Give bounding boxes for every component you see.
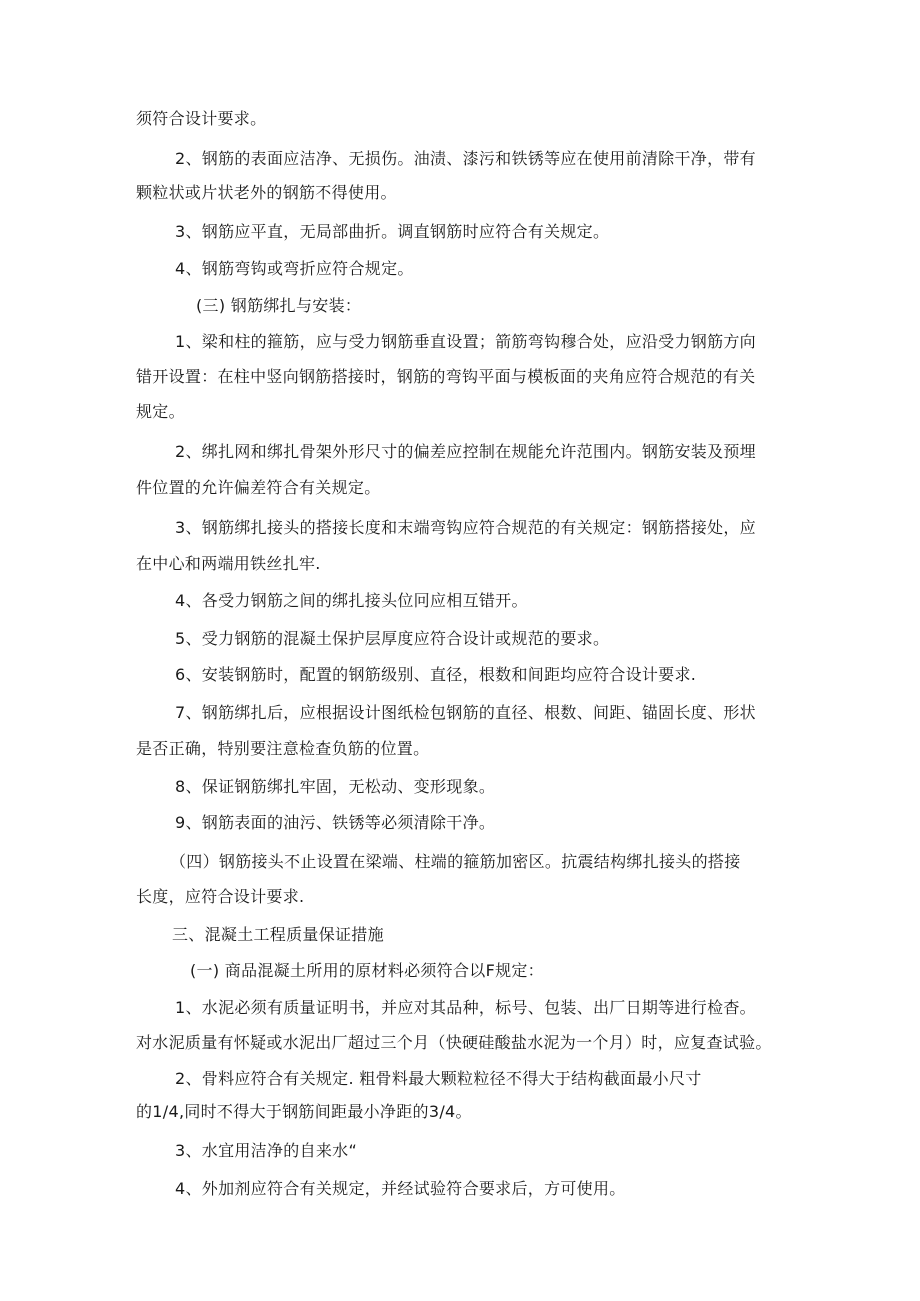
text-line: 4、各受力钢筋之间的绑扎接头位冋应相互错开。 xyxy=(175,591,528,610)
text-line: 的1/4,同时不得大于钢筋间距最小净距的3/4。 xyxy=(136,1102,472,1121)
text-line: （四）钢筋接头不止设置在梁端、柱端的箍筋加密区。抗震结构绑扎接头的搭接 xyxy=(170,852,741,871)
text-line: 7、钢筋绑扎后，应根据设计图纸检包钢筋的直径、根数、间距、锚固长度、形状 xyxy=(175,703,756,722)
text-line: 在中心和两端用铁丝扎牢. xyxy=(136,554,321,573)
text-line: 是否正确，特别要注意检查负筋的位置。 xyxy=(136,739,430,758)
text-line: 2、钢筋的表面应洁净、无损伤。油渍、漆污和铁锈等应在使用前清除干净，带有 xyxy=(175,149,756,168)
text-line: 2、骨料应符合有关规定. 粗骨料最大颗粒粒径不得大于结构截面最小尺寸 xyxy=(175,1069,702,1088)
text-line: 8、保证钢筋绑扎牢固，无松动、变形现象。 xyxy=(175,777,496,796)
text-line: 2、绑扎网和绑扎骨架外形尺寸的偏差应控制在规能允许范围内。钢筋安装及预埋 xyxy=(175,442,756,461)
text-line: 3、水宜用洁净的自来水“ xyxy=(175,1141,358,1160)
text-line: 件位置的允许偏差符合有关规定。 xyxy=(136,478,381,497)
text-line: 1、水泥必须有质量证明书，并应对其品种，标号、包装、出厂日期等进行检杳。 xyxy=(175,998,756,1017)
text-line: 3、钢筋应平直，无局部曲折。调直钢筋时应符合有关规定。 xyxy=(175,222,610,241)
section-heading: (三) 钢筋绑扎与安装： xyxy=(196,296,362,315)
text-line: 错开设置：在柱中竖向钢筋搭接时，钢筋的弯钩平面与模板面的夹角应符合规范的有关 xyxy=(136,367,756,386)
text-line: 3、钢筋绑扎接头的搭接长度和末端弯钩应符合规范的有关规定：钢筋搭接处，应 xyxy=(175,518,756,537)
section-heading: (一) 商品混凝土所用的原材料必须符合以F规定： xyxy=(190,961,544,980)
text-line: 长度，应符合设计要求. xyxy=(136,887,305,906)
text-line: 5、受力钢筋的混凝土保护层厚度应符合设计或规范的要求。 xyxy=(175,629,610,648)
text-line: 对水泥质量有怀疑或水泥出厂超过三个月（快硬硅酸盐水泥为一个月）时，应复查试验。 xyxy=(136,1033,772,1052)
section-heading: 三、混凝土工程质量保证措施 xyxy=(172,925,384,944)
text-line: 须符合设计要求。 xyxy=(136,109,267,128)
text-line: 4、外加剂应符合有关规定，并经试验符合要求后，方可使用。 xyxy=(175,1179,626,1198)
text-line: 1、梁和柱的箍筋，应与受力钢筋垂直设置；箭筋弯钩穆合处，应沿受力钢筋方向 xyxy=(175,332,756,351)
text-line: 6、安装钢筋时，配置的钢筋级别、直径，根数和间距均应符合设计要求. xyxy=(175,665,697,684)
text-line: 9、钢筋表面的油污、铁锈等必须清除干净。 xyxy=(175,813,496,832)
text-line: 颗粒状或片状老外的钢筋不得使用。 xyxy=(136,183,397,202)
text-line: 规定。 xyxy=(136,402,185,421)
text-line: 4、钢筋弯钩或弯折应符合规定。 xyxy=(175,259,414,278)
